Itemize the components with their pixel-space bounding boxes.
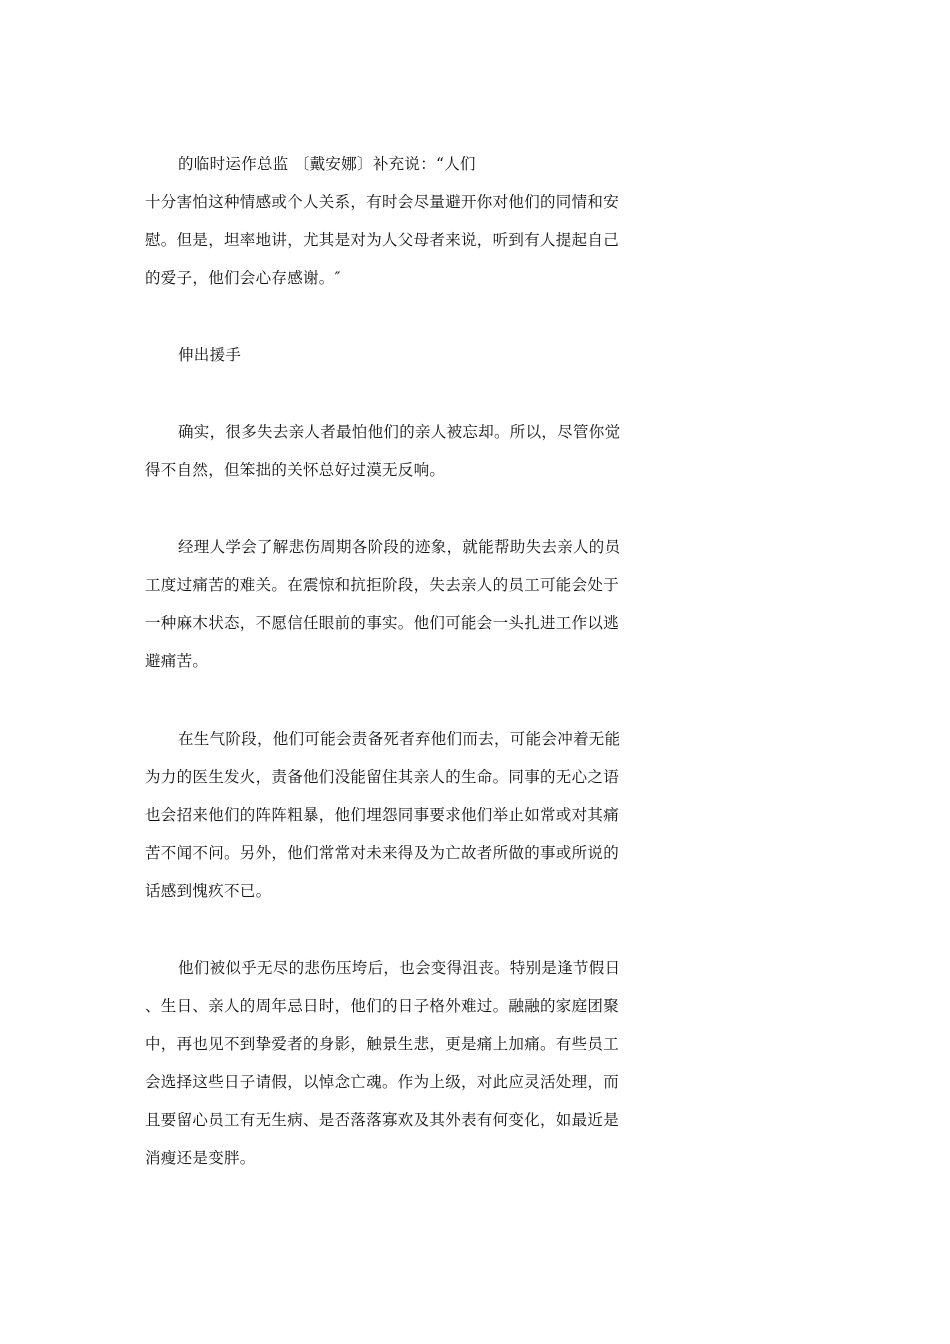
text-line: 工度过痛苦的难关。在震惊和抗拒阶段，失去亲人的员工可能会处于: [145, 576, 620, 594]
text-line: 话感到愧疚不已。: [145, 882, 272, 900]
text-line: 为力的医生发火，责备他们没能留住其亲人的生命。同事的无心之语: [145, 768, 620, 786]
text-line: 苦不闻不问。另外，他们常常对未来得及为亡故者所做的事或所说的: [145, 844, 620, 862]
text-line: 得不自然，但笨拙的关怀总好过漠无反响。: [145, 461, 446, 479]
text-line: 慰。但是，坦率地讲，尤其是对为人父母者来说，听到有人提起自己: [145, 231, 620, 249]
text-line: 确实，很多失去亲人者最怕他们的亲人被忘却。所以，尽管你觉: [178, 423, 621, 441]
text-line: 经理人学会了解悲伤周期各阶段的迹象，就能帮助失去亲人的员: [178, 538, 621, 556]
text-line: 一种麻木状态，不愿信任眼前的事实。他们可能会一头扎进工作以逃: [145, 614, 620, 632]
text-line: 的爱子，他们会心存感谢。″: [145, 269, 341, 287]
text-line: 、生日、亲人的周年忌日时，他们的日子格外难过。融融的家庭团聚: [145, 997, 620, 1015]
text-line: 的临时运作总监 〔戴安娜〕补充说：“人们: [178, 155, 476, 173]
text-line: 在生气阶段，他们可能会责备死者弃他们而去，可能会冲着无能: [178, 730, 621, 748]
text-line: 消瘦还是变胖。: [145, 1149, 256, 1167]
text-line: 中，再也见不到挚爱者的身影，触景生悲，更是痛上加痛。有些员工: [145, 1035, 620, 1053]
section-heading: 伸出援手: [178, 346, 242, 364]
text-line: 且要留心员工有无生病、是否落落寡欢及其外表有何变化，如最近是: [145, 1111, 620, 1129]
text-line: 他们被似乎无尽的悲伤压垮后，也会变得沮丧。特别是逢节假日: [178, 959, 621, 977]
text-line: 会选择这些日子请假，以悼念亡魂。作为上级，对此应灵活处理，而: [145, 1073, 620, 1091]
text-line: 十分害怕这种情感或个人关系，有时会尽量避开你对他们的同情和安: [145, 193, 620, 211]
text-line: 避痛苦。: [145, 652, 209, 670]
text-line: 也会招来他们的阵阵粗暴，他们埋怨同事要求他们举止如常或对其痛: [145, 806, 620, 824]
